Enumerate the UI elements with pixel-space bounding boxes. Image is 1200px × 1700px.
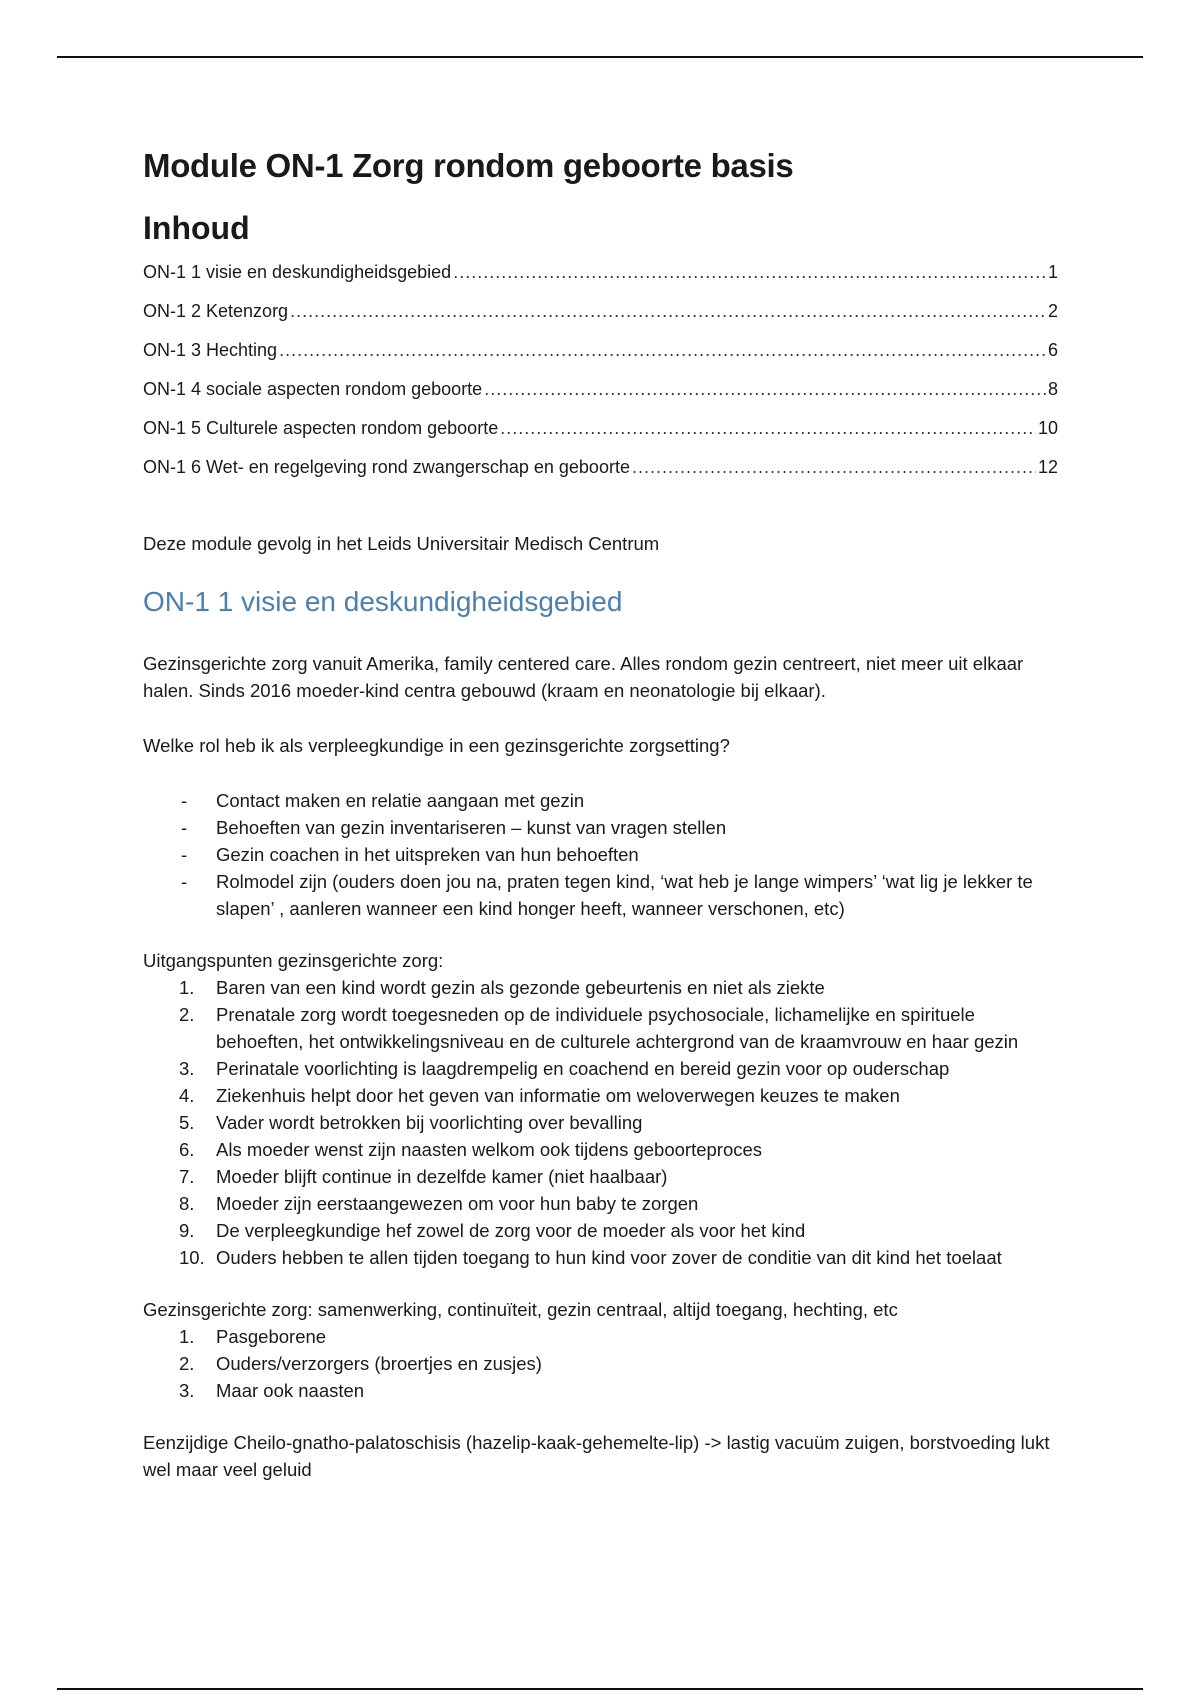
list-item-text: Pasgeborene [216, 1326, 327, 1347]
header-rule [57, 56, 1143, 58]
list-item [143, 787, 1058, 814]
toc-entry[interactable] [143, 331, 1058, 370]
toc-entry[interactable] [143, 292, 1058, 331]
list-item [143, 1377, 1058, 1404]
toc-entry-page: 12 [1037, 457, 1058, 477]
list-item-text: Vader wordt betrokken bij voorlichting over bevalling [216, 1112, 643, 1133]
list-item [143, 841, 1058, 868]
list-number: 8. [179, 1193, 195, 1214]
toc-entry-page: 2 [1047, 301, 1058, 321]
list-number: 10. [179, 1247, 205, 1268]
list-number: 1. [179, 977, 195, 998]
list-dash-marker: - [181, 817, 188, 838]
section-heading: ON-1 1 visie en deskundigheidsgebied [143, 586, 623, 617]
list-item-text: Behoeften van gezin inventariseren – kunst van vragen stellen [216, 817, 727, 838]
list-item-text: Als moeder wenst zijn naasten welkom ook tijdens geboorteproces [216, 1139, 763, 1160]
footer-rule [57, 1688, 1143, 1690]
toc-entry-text: ON-1 2 Ketenzorg [143, 301, 289, 321]
toc-leader-dots [279, 331, 1046, 370]
list-item [143, 1190, 1058, 1217]
toc-leader-dots [290, 292, 1046, 331]
toc-leader-dots [453, 253, 1046, 292]
list-number: 3. [179, 1058, 195, 1079]
care-list [143, 1323, 1058, 1404]
toc-entry-page: 8 [1047, 379, 1058, 399]
list-item-text: Maar ook naasten [216, 1380, 365, 1401]
list-item [143, 974, 1058, 1001]
list-number: 5. [179, 1112, 195, 1133]
toc-entry-text: ON-1 1 visie en deskundigheidsgebied [143, 262, 452, 282]
toc-entry-text: ON-1 4 sociale aspecten rondom geboorte [143, 379, 483, 399]
list-item-text: Gezin coachen in het uitspreken van hun behoeften [216, 844, 639, 865]
document-body [143, 145, 1058, 1483]
list-item [143, 1001, 1058, 1055]
toc-entry-page: 1 [1047, 262, 1058, 282]
list-item-text: Prenatale zorg wordt toegesneden op de individuele psychosociale, lichamelijke en spirituele behoeften, het ontwikkelingsniveau en de culturele achtergrond van de kraamvrouw en haar gezin [216, 1004, 1019, 1052]
list-item-text: De verpleegkundige hef zowel de zorg voor de moeder als voor het kind [216, 1220, 806, 1241]
list-item [143, 1082, 1058, 1109]
toc-leader-dots [484, 370, 1046, 409]
intro-text: Deze module gevolg in het Leids Universitair Medisch Centrum [143, 533, 660, 554]
list-number: 2. [179, 1353, 195, 1374]
principles-heading: Uitgangspunten gezinsgerichte zorg: [143, 950, 444, 971]
list-item [143, 1163, 1058, 1190]
table-of-contents [143, 253, 1058, 487]
cleft-paragraph: Eenzijdige Cheilo-gnatho-palatoschisis (hazelip-kaak-gehemelte-lip) -> lastig vacuüm zuigen, borstvoeding lukt wel maar veel geluid [143, 1432, 1050, 1480]
toc-entry-text: ON-1 5 Culturele aspecten rondom geboorte [143, 418, 499, 438]
list-item-text: Ouders/verzorgers (broertjes en zusjes) [216, 1353, 542, 1374]
principles-list [143, 974, 1058, 1271]
list-item [143, 1055, 1058, 1082]
list-number: 7. [179, 1166, 195, 1187]
list-item-text: Moeder blijft continue in dezelfde kamer (niet haalbaar) [216, 1166, 668, 1187]
list-item [143, 1136, 1058, 1163]
toc-entry[interactable] [143, 253, 1058, 292]
document-title: Module ON-1 Zorg rondom geboorte basis [143, 147, 794, 184]
care-heading: Gezinsgerichte zorg: samenwerking, continuïteit, gezin centraal, altijd toegang, hechting, etc [143, 1299, 898, 1320]
list-item [143, 1109, 1058, 1136]
list-item-text: Perinatale voorlichting is laagdrempelig en coachend en bereid gezin voor op ouderschap [216, 1058, 950, 1079]
list-item [143, 1350, 1058, 1377]
toc-leader-dots [632, 448, 1036, 487]
list-item-text: Ouders hebben te allen tijden toegang to hun kind voor zover de conditie van dit kind het toelaat [216, 1247, 1002, 1268]
toc-entry-page: 10 [1037, 418, 1058, 438]
toc-heading: Inhoud [143, 210, 250, 246]
toc-entry[interactable] [143, 448, 1058, 487]
list-item [143, 1217, 1058, 1244]
toc-entry[interactable] [143, 409, 1058, 448]
list-item-text: Contact maken en relatie aangaan met gezin [216, 790, 585, 811]
toc-leader-dots [500, 409, 1036, 448]
list-item-text: Rolmodel zijn (ouders doen jou na, praten tegen kind, ‘wat heb je lange wimpers’ ‘wat lig je lekker te slapen’ , aanleren wanneer een kind honger heeft, wanneer verschonen, etc) [216, 871, 1033, 919]
list-dash-marker: - [181, 871, 188, 892]
list-number: 4. [179, 1085, 195, 1106]
list-number: 1. [179, 1326, 195, 1347]
list-item-text: Moeder zijn eerstaangewezen om voor hun baby te zorgen [216, 1193, 699, 1214]
list-item [143, 868, 1058, 922]
toc-entry[interactable] [143, 370, 1058, 409]
list-item [143, 814, 1058, 841]
list-dash-marker: - [181, 844, 188, 865]
toc-entry-text: ON-1 6 Wet- en regelgeving rond zwangerschap en geboorte [143, 457, 630, 477]
list-number: 3. [179, 1380, 195, 1401]
list-number: 9. [179, 1220, 195, 1241]
section-paragraph: Gezinsgerichte zorg vanuit Amerika, family centered care. Alles rondom gezin centreert, niet meer uit elkaar halen. Sinds 2016 moeder-kind centra gebouwd (kraam en neonatologie bij elkaar). [143, 653, 1024, 701]
list-dash-marker: - [181, 790, 188, 811]
list-item [143, 1323, 1058, 1350]
list-number: 6. [179, 1139, 195, 1160]
toc-entry-page: 6 [1047, 340, 1058, 360]
list-number: 2. [179, 1004, 195, 1025]
list-item-text: Ziekenhuis helpt door het geven van informatie om weloverwegen keuzes te maken [216, 1085, 900, 1106]
roles-list [143, 787, 1058, 922]
toc-entry-text: ON-1 3 Hechting [143, 340, 278, 360]
section-question: Welke rol heb ik als verpleegkundige in een gezinsgerichte zorgsetting? [143, 735, 730, 756]
list-item [143, 1244, 1058, 1271]
list-item-text: Baren van een kind wordt gezin als gezonde gebeurtenis en niet als ziekte [216, 977, 825, 998]
